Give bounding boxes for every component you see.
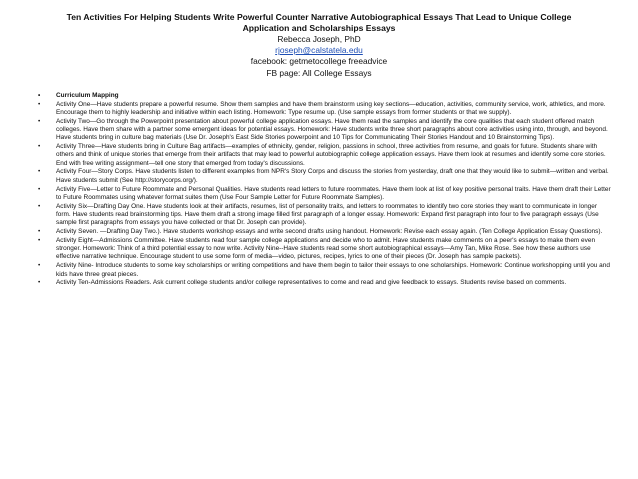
list-item [38, 143, 612, 168]
list-item-text: Curriculum Mapping [56, 91, 119, 99]
list-item-text: Activity Three—Have students bring in Culture Bag artifacts—examples of ethnicity, gender, religion, passions in school, three activities from resume, and goals for future. Students share with others and think of unique stories that emerge from their artifacts that may lead to powerful autobiographic college application essays. Have them look at resumes and identify some core stories. End with free writing assignment—tell one story that emerged from today's discussions. [56, 143, 606, 167]
bullet-icon: • [38, 185, 41, 193]
document-header [18, 12, 620, 79]
list-item [38, 262, 612, 279]
activity-list [18, 92, 620, 288]
bullet-icon: • [38, 117, 41, 125]
bullet-icon: • [38, 262, 41, 270]
list-item-text: Activity Four—Story Corps. Have students listen to different examples from NPR's Story Corps and discuss the stories from yesterday, draft one that they would like to submit—written and verbal. Have students submit (See http://storycorps.org/). [56, 168, 609, 184]
bullet-icon: • [38, 168, 41, 176]
list-item [38, 118, 612, 143]
author-name: Rebecca Joseph, PhD [277, 34, 361, 44]
bullet-icon: • [38, 202, 41, 210]
bullet-icon: • [38, 228, 41, 236]
list-item-text: Activity One—Have students prepare a powerful resume. Show them samples and have them brainstorm using key sections—education, activities, community service, work, athletics, and more. Encourage them to highly leadership and initiative within each listing. Homework: Type resume up. (Use sample essays from former students or that we supply). [56, 100, 606, 116]
list-item [38, 228, 612, 236]
bullet-icon: • [38, 143, 41, 151]
author-email-link[interactable]: rjoseph@calstatela.edu [275, 45, 363, 56]
list-item-text: Activity Seven. —Drafting Day Two.). Have students workshop essays and write second drafts using handout. Homework: Revise each essay again. (Ten College Application Essay Questions). [56, 228, 603, 236]
list-item [38, 237, 612, 262]
list-item [38, 279, 612, 287]
fb-page-line: FB page: All College Essays [266, 67, 372, 78]
list-item-text: Activity Eight—Admissions Committee. Have students read four sample college applications and decide who to admit. Have students make comments on a peer's essays to make them even stronger. Homework: Think of a third potential essay to now write. Activity Nine--Have students read some short autobiographical essays—Amy Tan, Mike Rose. See how these authors use effective narrative technique. Encourage student to use some form of media—video, pictures, recipes, lyrics to one of their pieces (Dr. Joseph has sample packets). [56, 236, 596, 261]
list-item [38, 186, 612, 203]
list-item-text: Activity Ten-Admissions Readers. Ask current college students and/or college representatives to come and read and give feedback to essays. Students revise based on comments. [56, 279, 567, 287]
bullet-icon: • [38, 91, 41, 99]
bullet-icon: • [38, 100, 41, 108]
list-item-text: Activity Two—Go through the Powerpoint presentation about powerful college application essays. Have them read the samples and identify the core qualities that each student offered match colleges. Have them share with a partner some emergent ideas for potential essays. Homework: Have students write three short paragraphs about core activities using into, through, and beyond. Have students bring in culture bag materials (Use Dr. Joseph's East Side Stories powerpoint and 10 Tips for Communicating Their Stories Handout and 10 Brainstorming Tips). [56, 117, 608, 142]
bullet-icon: • [38, 279, 41, 287]
list-item-text: Activity Five—Letter to Future Roommate and Personal Qualities. Have students read letters to future roommates. Have them look at list of key positive personal traits. Have them draft their Letter to Future Roommates using whatever format suites them (Use Four Sample Letter for Future Roommate Samples). [56, 185, 611, 201]
list-item [38, 101, 612, 118]
list-item [38, 203, 612, 228]
facebook-line: facebook: getmetocollege freeadvice [250, 56, 388, 67]
list-heading-item [38, 92, 612, 100]
document-title: Ten Activities For Helping Students Write Powerful Counter Narrative Autobiographical Essays That Lead to Unique College Application and Scholarships Essays [66, 12, 572, 33]
list-item-text: Activity Nine- Introduce students to some key scholarships or writing competitions and have them begin to tailor their essays to one scholarships. Homework: Continue workshopping until you and kids have three great pieces. [56, 262, 610, 278]
bullet-icon: • [38, 236, 41, 244]
list-item [38, 168, 612, 185]
list-item-text: Activity Six—Drafting Day One. Have students look at their artifacts, resumes, list of personality traits, and letters to roommates to identify two core stories they want to communicate in longer form. Have students read brainstorming tips. Have them draft a strong image filled first paragraph of a longer essay. Homework: Expand first paragraph into four to five paragraph essays (Use sample first paragraphs from essays you have collected or that Dr. Joseph can provide). [56, 202, 599, 227]
